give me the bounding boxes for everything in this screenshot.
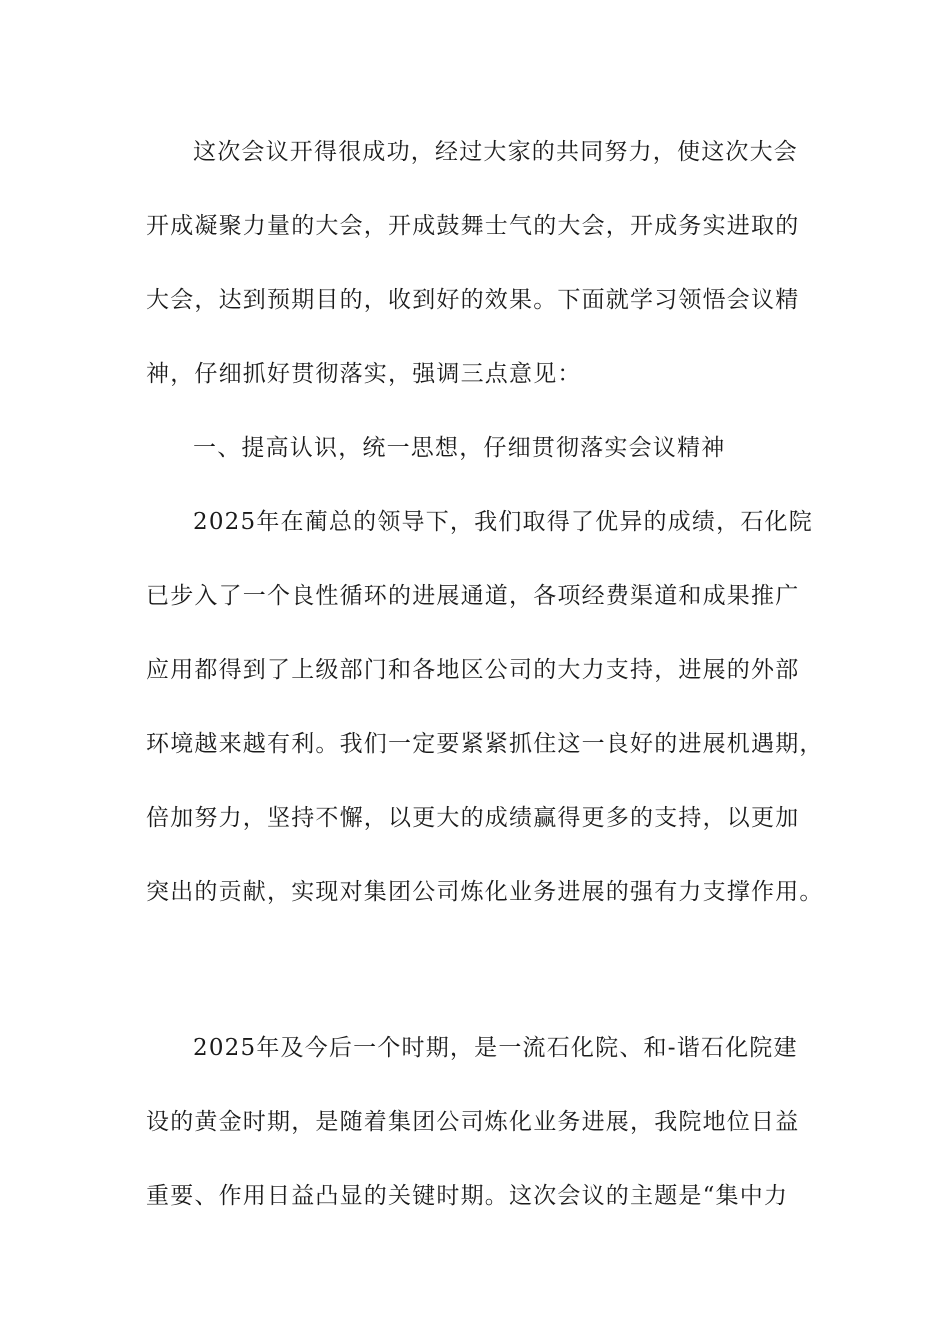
paragraph-1-line-3: 大会，达到预期目的，收到好的效果。下面就学习领悟会议精	[146, 287, 800, 313]
paragraph-2-line-5: 倍加努力，坚持不懈，以更大的成绩赢得更多的支持，以更加	[146, 805, 800, 831]
paragraph-3-line-3: 重要、作用日益凸显的关键时期。这次会议的主题是“集中力	[146, 1183, 789, 1209]
paragraph-2-line-6: 突出的贡献，实现对集团公司炼化业务进展的强有力支撑作用。	[146, 879, 824, 905]
paragraph-2-line-2: 已步入了一个良性循环的进展通道，各项经费渠道和成果推广	[146, 583, 800, 609]
paragraph-3-line-2: 设的黄金时期，是随着集团公司炼化业务进展，我院地位日益	[146, 1109, 800, 1135]
paragraph-2-line-4: 环境越来越有利。我们一定要紧紧抓住这一良好的进展机遇期，	[146, 731, 824, 757]
paragraph-1-line-4: 神，仔细抓好贯彻落实，强调三点意见：	[146, 361, 582, 387]
paragraph-2-line-3: 应用都得到了上级部门和各地区公司的大力支持，进展的外部	[146, 657, 800, 683]
paragraph-2-line-1: 2025年在蔺总的领导下，我们取得了优异的成绩，石化院	[193, 509, 813, 535]
paragraph-3-line-1: 2025年及今后一个时期，是一流石化院、和-谐石化院建	[193, 1035, 798, 1061]
paragraph-1-line-1: 这次会议开得很成功，经过大家的共同努力，使这次大会	[193, 139, 798, 165]
paragraph-1-line-2: 开成凝聚力量的大会，开成鼓舞士气的大会，开成务实进取的	[146, 213, 800, 239]
section-heading-1: 一、提高认识，统一思想，仔细贯彻落实会议精神	[193, 435, 726, 461]
